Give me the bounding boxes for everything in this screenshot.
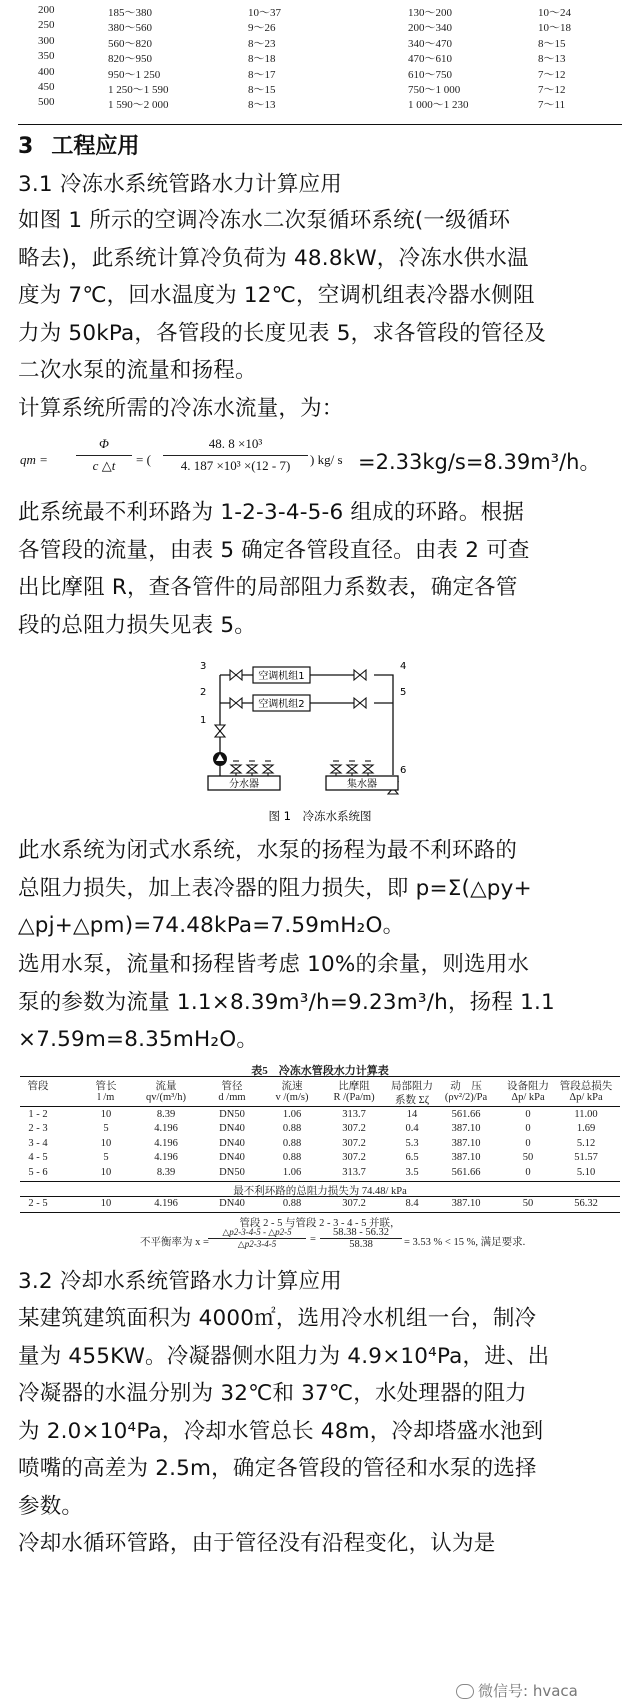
table-cell: 387.10 — [451, 1137, 481, 1149]
text-line: 某建筑建筑面积为 4000㎡，选用冷水机组一台，制冷 — [18, 1306, 537, 1331]
table-cell: 5 — [103, 1152, 109, 1164]
note-frac2-num: 58.38 - 56.32 — [333, 1227, 389, 1238]
table-cell: 0.88 — [282, 1123, 302, 1135]
ac-unit-2-label: 空调机组2 — [258, 699, 305, 710]
valve-icon — [363, 765, 373, 773]
paragraph-6 — [18, 1300, 549, 1525]
table-cell: 10～37 — [248, 7, 281, 19]
table-cell: 4.196 — [154, 1198, 178, 1209]
table-cell: 307.2 — [342, 1123, 366, 1135]
table-cell: 10～18 — [538, 22, 571, 35]
paragraph-4 — [18, 832, 532, 945]
watermark-text: 微信号: hvaca — [478, 1682, 578, 1700]
table-cell: 4.196 — [154, 1123, 178, 1135]
flow-formula — [18, 432, 628, 484]
valve-icon — [231, 765, 241, 773]
table-cell: 5.12 — [576, 1137, 596, 1149]
node-2-label: 2 — [200, 687, 207, 698]
fraction-bar — [163, 455, 308, 456]
table-row — [18, 4, 622, 19]
text-line: 量为 455KW。冷凝器侧水阻力为 4.9×10⁴Pa，进、出 — [18, 1343, 550, 1369]
table-cell: 820～950 — [108, 53, 152, 66]
note-suffix: = 3.53 % < 15 %, 满足要求. — [404, 1237, 526, 1248]
text-line: 二次水泵的流量和扬程。 — [18, 358, 257, 383]
table-cell: 10 — [100, 1166, 112, 1178]
table-cell: DN40 — [219, 1152, 245, 1164]
formula-frac2-den: 4. 187 ×10³ ×(12 - 7) — [180, 458, 291, 473]
paragraph-7 — [18, 1525, 495, 1563]
table-cell: DN50 — [219, 1166, 245, 1178]
table-cell: 561.66 — [451, 1166, 481, 1178]
table-cell: 设备阻力 — [507, 1081, 549, 1092]
table-cell: 8～17 — [248, 68, 276, 81]
table-cell: 0 — [525, 1123, 531, 1135]
table-cell: 51.57 — [574, 1152, 598, 1164]
table-cell: 10 — [100, 1109, 112, 1120]
table-cell: 1.06 — [282, 1109, 302, 1120]
table-cell: 流量 — [155, 1081, 177, 1092]
table-cell: (ρv²/2)/Pa — [444, 1092, 488, 1103]
paragraph-5 — [18, 946, 555, 1059]
table-top-rule — [20, 1076, 620, 1077]
pipe — [374, 675, 393, 775]
table-cell: 10～24 — [538, 7, 571, 19]
table-rule — [20, 1196, 620, 1197]
table-cell: 14 — [406, 1109, 418, 1120]
table-cell: 380～560 — [108, 22, 152, 35]
text-line: ×7.59m=8.35mH₂O。 — [18, 1027, 259, 1052]
valve-icon — [354, 670, 366, 680]
table-cell: 8～23 — [248, 37, 276, 50]
table-cell: 8～13 — [538, 53, 566, 66]
note-frac2-den: 58.38 — [349, 1239, 373, 1250]
table-bottom-rule — [18, 124, 622, 125]
paragraph-1 — [18, 202, 546, 390]
valve-icon — [354, 698, 366, 708]
table-row — [18, 66, 622, 81]
table-cell: 2 - 5 — [28, 1198, 48, 1209]
table-cell: 0.88 — [282, 1198, 302, 1209]
table-cell: 750～1 000 — [408, 83, 461, 96]
top-table — [18, 4, 622, 112]
node-5-label: 5 — [400, 687, 407, 698]
table-cell: 1 590～2 000 — [108, 99, 169, 112]
table-cell: R /(Pa/m) — [333, 1092, 375, 1103]
valve-icon — [215, 725, 225, 737]
text-line: 各管段的流量，由表 5 确定各管段直径。由表 2 可查 — [18, 537, 530, 563]
table-cell: 0.88 — [282, 1152, 302, 1164]
table-cell: 387.10 — [451, 1198, 481, 1209]
formula-unit: ) kg/ s — [310, 452, 343, 467]
table-cell: 5 - 6 — [28, 1166, 48, 1178]
valve-icon — [230, 670, 242, 680]
section-3-2-title: 3.2 冷却水系统管路水力计算应用 — [18, 1269, 342, 1294]
table-note-2 — [140, 1228, 560, 1250]
table-cell: 400 — [38, 65, 55, 78]
table-cell: 0.4 — [405, 1123, 419, 1135]
note-eq: = — [310, 1234, 316, 1245]
section-3-1-title: 3.1 冷冻水系统管路水力计算应用 — [18, 172, 342, 197]
table-cell: Δp/ kPa — [569, 1092, 603, 1103]
table-cell: 56.32 — [574, 1198, 598, 1209]
table-cell: 300 — [38, 34, 55, 47]
table-cell: 7～11 — [538, 99, 566, 112]
table-cell: 8.39 — [156, 1166, 176, 1178]
table-cell: 950～1 250 — [108, 68, 161, 81]
table-cell: 8～18 — [248, 53, 276, 66]
table-cell: 1 000～1 230 — [408, 99, 469, 112]
text-line: 如图 1 所示的空调冷冻水二次泵循环系统(一级循环 — [18, 208, 511, 233]
table-cell: 450 — [38, 80, 55, 93]
table-row — [18, 50, 622, 65]
table-cell: qv/(m³/h) — [146, 1092, 186, 1103]
table-cell: 307.2 — [342, 1198, 366, 1209]
paragraph-3 — [18, 494, 530, 644]
text-line: 为 2.0×10⁴Pa，冷却水管总长 48m，冷却塔盛水池到 — [18, 1418, 544, 1444]
valve-icon — [347, 765, 357, 773]
table-cell: DN40 — [219, 1198, 245, 1209]
table-row — [18, 19, 622, 34]
section-title: 工程应用 — [51, 134, 140, 159]
table-cell: 500 — [38, 96, 55, 109]
table-cell: 局部阻力 — [391, 1081, 433, 1092]
table-cell: 系数 Σζ — [394, 1095, 430, 1106]
collector-label: 集水器 — [347, 779, 377, 790]
text-line: 选用水泵，流量和扬程皆考虑 10%的余量，则选用水 — [18, 952, 530, 977]
table-cell: 560～820 — [108, 37, 152, 50]
cold-water-system-diagram — [190, 655, 450, 840]
table-row — [18, 81, 622, 96]
table-cell: 11.00 — [574, 1109, 598, 1120]
note-frac-den: △p2-3-4-5 — [237, 1239, 277, 1249]
table-cell: v /(m/s) — [275, 1092, 309, 1103]
table-cell: 307.2 — [342, 1152, 366, 1164]
table-cell: 0 — [525, 1109, 531, 1120]
table-cell: 10 — [100, 1137, 112, 1149]
text-line: 度为 7℃，回水温度为 12℃，空调机组表冷器水侧阻 — [18, 283, 535, 308]
table-cell: 8～15 — [538, 37, 566, 50]
note-prefix: 不平衡率为 x = — [140, 1237, 209, 1248]
table-cell: 307.2 — [342, 1137, 366, 1149]
table-title: 表5 冷冻水管段水力计算表 — [251, 1065, 389, 1077]
valve-icon — [331, 765, 341, 773]
table-cell: 4.196 — [154, 1152, 178, 1164]
section-3-1-heading — [18, 166, 342, 204]
note-frac-num: △p2-3-4-5 - △p2-5 — [222, 1227, 292, 1237]
table-cell: Δp/ kPa — [511, 1092, 545, 1103]
table-rule — [20, 1181, 620, 1182]
table-cell: 0 — [525, 1166, 531, 1178]
text-line: 总阻力损失，加上表冷器的阻力损失，即 p=Σ(△py+ — [18, 875, 532, 901]
table-cell: 8～15 — [248, 83, 276, 96]
text-line: 冷却水循环管路，由于管径没有沿程变化，认为是 — [18, 1531, 496, 1556]
table-cell: 5 — [103, 1123, 109, 1135]
table-cell: 8～13 — [248, 99, 276, 112]
table-cell: 3.5 — [405, 1166, 419, 1178]
table-cell: 200 — [38, 4, 55, 16]
text-line: 计算系统所需的冷冻水流量，为： — [18, 396, 344, 421]
table-cell: 50 — [522, 1198, 534, 1209]
table-cell: 313.7 — [342, 1109, 366, 1120]
table-cell: 6.5 — [405, 1152, 419, 1164]
table-cell: 9～26 — [248, 22, 276, 35]
table-cell: 610～750 — [408, 68, 452, 81]
figure-1 — [190, 655, 450, 840]
table-cell: 470～610 — [408, 53, 452, 66]
table-cell: 5.3 — [405, 1137, 419, 1149]
text-line: 出比摩阻 R，查各管件的局部阻力系数表，确定各管 — [18, 575, 518, 600]
table-cell: 管长 — [95, 1081, 117, 1092]
table-cell: 3 - 4 — [28, 1137, 48, 1149]
formula-frac1-num: Φ — [99, 436, 109, 451]
table-cell: 0.88 — [282, 1137, 302, 1149]
node-4-label: 4 — [400, 661, 407, 672]
table-cell: DN40 — [219, 1123, 245, 1135]
watermark — [456, 1680, 578, 1701]
valve-icon — [263, 765, 273, 773]
node-6-label: 6 — [400, 765, 407, 776]
table-cell: DN50 — [219, 1109, 245, 1120]
text-line: 略去)，此系统计算冷负荷为 48.8kW，冷冻水供水温 — [18, 245, 529, 271]
table-cell: 0 — [525, 1137, 531, 1149]
table-rule — [20, 1212, 620, 1213]
table-cell: 比摩阻 — [338, 1081, 370, 1092]
node-3-label: 3 — [200, 661, 207, 672]
text-line: 喷嘴的高差为 2.5m，确定各管段的管径和水泵的选择 — [18, 1456, 537, 1481]
table-cell: 管段 — [27, 1081, 49, 1092]
table-cell: 管径 — [221, 1081, 243, 1092]
splitter-label: 分水器 — [229, 779, 259, 790]
formula-lhs: qm = — [20, 452, 48, 467]
table-row — [18, 35, 622, 50]
node-1-label: 1 — [200, 715, 207, 726]
table-cell: 200～340 — [408, 22, 452, 35]
text-line: 力为 50kPa，各管段的长度见表 5，求各管段的管径及 — [18, 320, 546, 346]
text-line: 段的总阻力损失见表 5。 — [18, 612, 256, 638]
table-cell: 561.66 — [451, 1109, 481, 1120]
table-cell: 1.06 — [282, 1166, 302, 1178]
table-cell: 1.69 — [576, 1123, 596, 1135]
table-cell: 340～470 — [408, 37, 452, 50]
text-line: 参数。 — [18, 1493, 84, 1519]
table-cell: l /m — [97, 1092, 115, 1103]
table-cell: 387.10 — [451, 1123, 481, 1135]
table-cell: 50 — [522, 1152, 534, 1164]
table-note-1: 管段 2 - 5 与管段 2 - 3 - 4 - 5 并联， — [239, 1218, 401, 1229]
text-line: 此水系统为闭式水系统，水泵的扬程为最不利环路的 — [18, 838, 518, 863]
figure-caption: 图 1 冷冻水系统图 — [268, 809, 372, 823]
table-cell: 7～12 — [538, 68, 566, 81]
valve-icon — [230, 698, 242, 708]
formula-result: =2.33kg/s=8.39m³/h。 — [358, 450, 601, 474]
table-cell: 7～12 — [538, 83, 566, 96]
table-cell: 管段总损失 — [559, 1081, 613, 1092]
text-line: 泵的参数为流量 1.1×8.39m³/h=9.23m³/h，扬程 1.1 — [18, 989, 555, 1015]
table-cell: 10 — [100, 1198, 112, 1209]
table-cell: 250 — [38, 19, 55, 32]
formula-eq: = ( — [136, 452, 151, 467]
formula-frac1-den: c △t — [92, 458, 116, 473]
table-cell: 1 - 2 — [28, 1109, 48, 1120]
table-cell: 1 250～1 590 — [108, 83, 169, 96]
table-cell: 5.10 — [576, 1166, 596, 1178]
valve-icon — [247, 765, 257, 773]
ac-unit-1-label: 空调机组1 — [258, 671, 305, 682]
formula-frac2-num: 48. 8 ×10³ — [208, 436, 263, 451]
table-cell: 2 - 3 — [28, 1123, 48, 1135]
table-summary: 最不利环路的总阻力损失为 74.48/ kPa — [233, 1186, 407, 1197]
table-cell: 8.4 — [405, 1198, 419, 1209]
section-3-2-heading — [18, 1263, 342, 1301]
table-5 — [20, 1062, 620, 1248]
table-cell: 313.7 — [342, 1166, 366, 1178]
section-3-heading — [18, 129, 139, 160]
table-cell: 动 压 — [450, 1081, 482, 1092]
table-header-rule — [20, 1106, 620, 1107]
table-cell: d /mm — [218, 1092, 246, 1103]
table-cell: 8.39 — [156, 1109, 176, 1120]
table-cell: 130～200 — [408, 7, 452, 19]
table-cell: 4 - 5 — [28, 1152, 48, 1164]
table-cell: 185～380 — [108, 7, 152, 19]
section-number: 3 — [18, 134, 34, 159]
table-cell: DN40 — [219, 1137, 245, 1149]
fraction-bar — [76, 455, 132, 456]
wechat-icon — [456, 1684, 474, 1699]
table-cell: 4.196 — [154, 1137, 178, 1149]
paragraph-2 — [18, 390, 344, 428]
table-cell: 流速 — [281, 1081, 303, 1092]
text-line: △pj+△pm)=74.48kPa=7.59mH₂O。 — [18, 913, 405, 938]
text-line: 此系统最不利环路为 1-2-3-4-5-6 组成的环路。根据 — [18, 500, 525, 525]
table-row — [18, 96, 622, 111]
table-cell: 350 — [38, 50, 55, 63]
table-cell: 387.10 — [451, 1152, 481, 1164]
text-line: 冷凝器的水温分别为 32℃和 37℃，水处理器的阻力 — [18, 1381, 527, 1406]
